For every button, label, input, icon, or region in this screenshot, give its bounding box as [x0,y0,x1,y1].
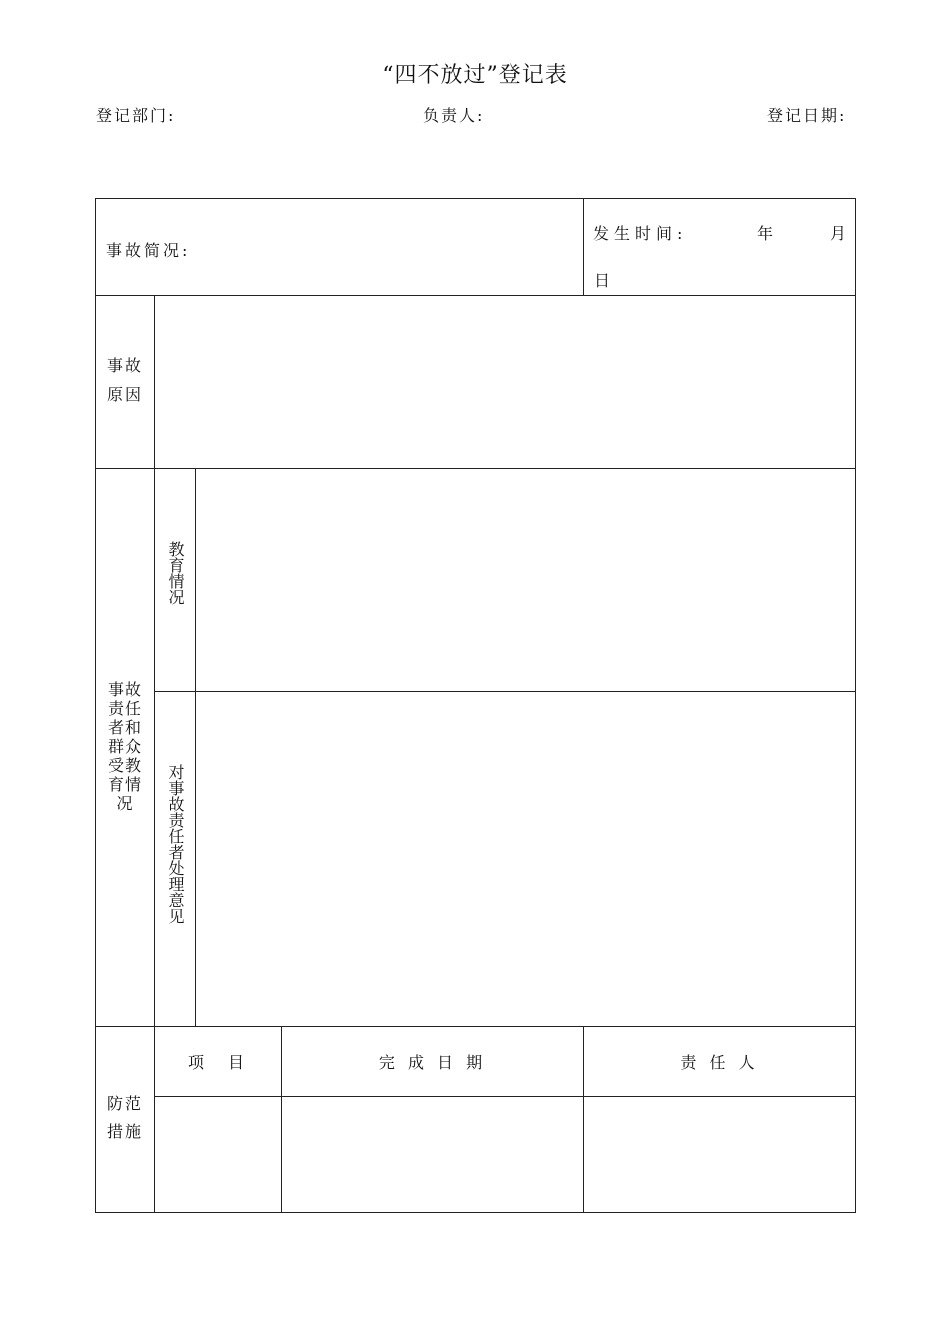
cause-label [96,351,154,409]
cause-label-line2: 原因 [106,385,143,404]
summary-label: 事故简况: [106,241,191,260]
date-label: 登记日期: [767,106,847,125]
handling-field[interactable] [196,692,855,1026]
month-label: 月 [830,224,850,243]
department-label: 登记部门: [96,106,176,125]
prevention-label [96,1090,154,1146]
person-label: 负责人: [423,106,485,125]
handling-label: 对事故责任者处理意见 [166,764,185,924]
time-label: 发生时间: [593,224,688,243]
column-header-person: 责 任 人 [680,1053,759,1072]
completion-date-field[interactable] [282,1097,583,1212]
prevention-label-line2: 措施 [106,1122,143,1141]
education-label: 教育情况 [166,541,185,605]
responsible-person-field[interactable] [584,1097,855,1212]
education-field[interactable] [196,469,855,691]
column-header-item: 项 目 [187,1053,248,1072]
summary-field[interactable] [96,199,582,295]
year-label: 年 [757,224,777,243]
day-label: 日 [594,271,614,290]
item-field[interactable] [155,1097,281,1212]
page-title: “四不放过”登记表 [382,63,568,88]
cause-label-line1: 事故 [106,356,143,375]
education-group-label: 事故责任者和群众受教育情况 [107,680,142,813]
cause-field[interactable] [155,296,855,468]
column-header-date: 完 成 日 期 [378,1053,487,1072]
prevention-label-line1: 防范 [106,1094,143,1113]
